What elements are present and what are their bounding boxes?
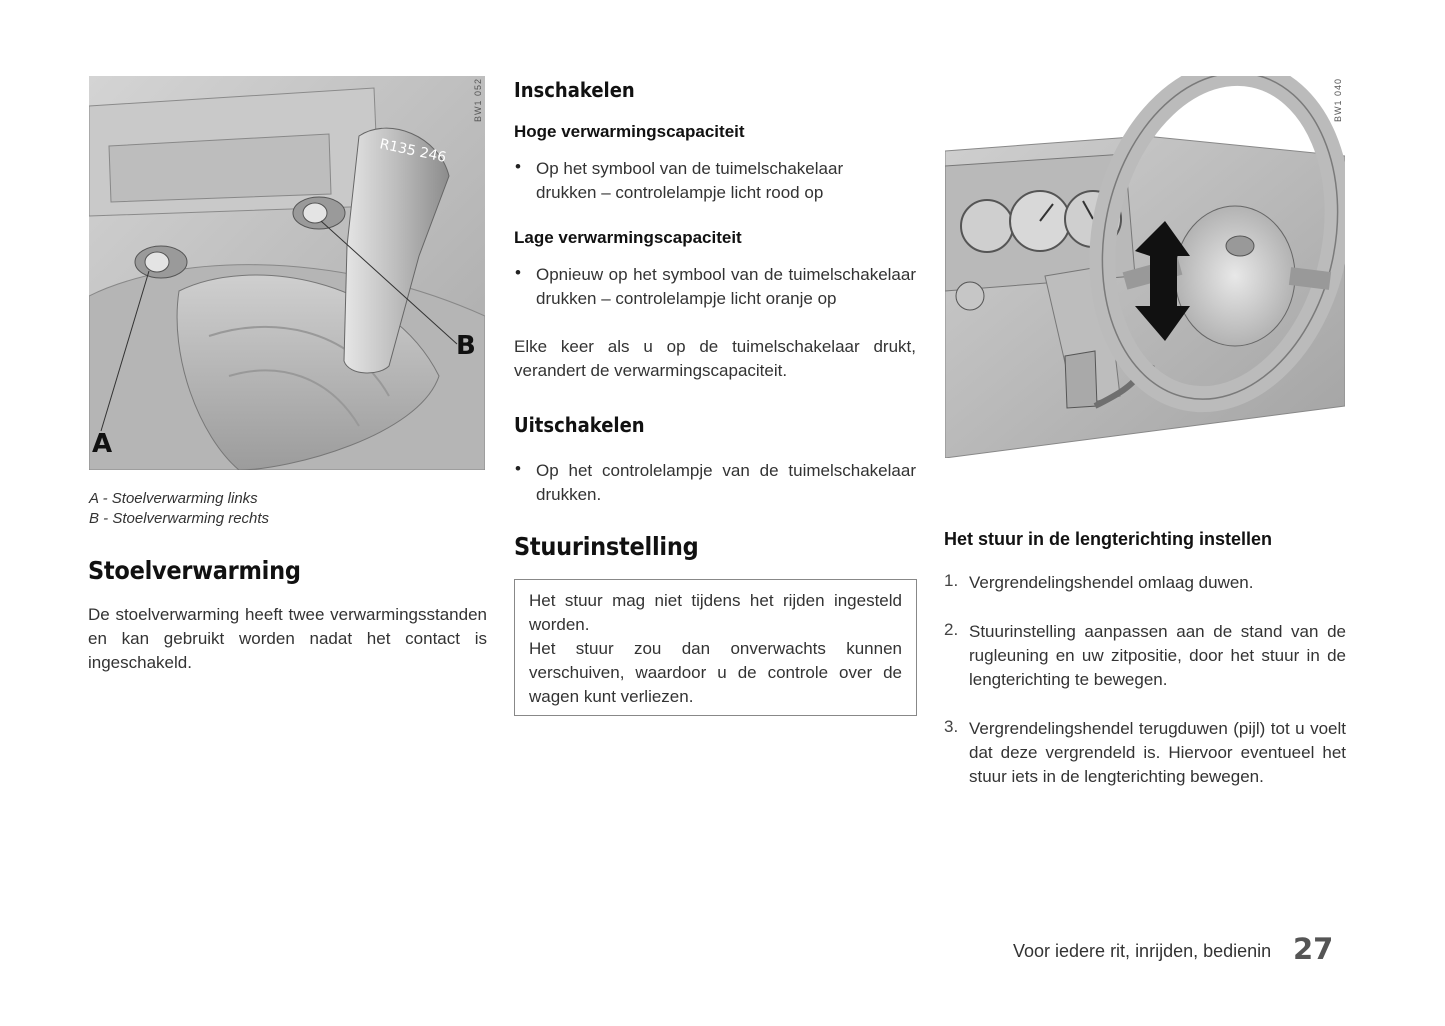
step-text: Vergrendelingshendel omlaag duwen. xyxy=(969,573,1254,592)
warning-text: Het stuur mag niet tijdens het rijden ingesteld worden. Het stuur zou dan onverwachts kunnen verschuiven, waardoor u de controle over de wagen kunt verliezen. xyxy=(529,591,902,706)
section-title-stoelverwarming: Stoelverwarming xyxy=(88,556,301,585)
bullet-dot: • xyxy=(515,157,521,176)
figure-code-left: BW1 052 xyxy=(473,78,483,123)
warning-box xyxy=(514,579,917,716)
bullet-lage: Opnieuw op het symbool van de tuimelschakelaar drukken – controlelampje licht oranje op xyxy=(536,265,916,308)
step-text: Stuurinstelling aanpassen aan de stand van de rugleuning en uw zitpositie, door het stuur in de lengterichting te bewegen. xyxy=(969,622,1346,689)
step-number: 1. xyxy=(944,571,959,590)
figure-code-right: BW1 040 xyxy=(1333,78,1343,123)
section-title-stuurinstelling: Stuurinstelling xyxy=(514,532,699,561)
step-number: 2. xyxy=(944,620,959,639)
step-number: 3. xyxy=(944,717,959,736)
gear-shift-illustration xyxy=(89,76,485,470)
paragraph-stoelverwarming: De stoelverwarming heeft twee verwarmingsstanden en kan gebruikt worden nadat het contact is ingeschakeld. xyxy=(88,605,487,672)
heading-stuur-lengterichting: Het stuur in de lengterichting instellen xyxy=(944,529,1273,549)
callout-b: B xyxy=(456,331,476,361)
heading-uitschakelen: Uitschakelen xyxy=(514,413,645,437)
footer-chapter: Voor iedere rit, inrijden, bedienin xyxy=(1013,941,1272,961)
paragraph-elke-keer: Elke keer als u op de tuimelschakelaar drukt, verandert de verwarmingscapaciteit. xyxy=(514,337,916,380)
page-number: 27 xyxy=(1293,932,1334,966)
bullet-uitschakelen: Op het controlelampje van de tuimelschakelaar drukken. xyxy=(536,461,916,504)
bullet-dot: • xyxy=(515,263,521,282)
step-text: Vergrendelingshendel terugduwen (pijl) tot u voelt dat deze vergrendeld is. Hiervoor eventueel het stuur iets in de lengterichting bewegen. xyxy=(969,719,1346,786)
caption-a: A - Stoelverwarming links xyxy=(89,490,258,507)
heading-lage: Lage verwarmingscapaciteit xyxy=(514,228,742,247)
svg-text:R135 246: R135 246 xyxy=(378,136,448,166)
bullet-hoge: Op het symbool van de tuimelschakelaar drukken – controlelampje licht rood op xyxy=(536,159,844,202)
caption-b: B - Stoelverwarming rechts xyxy=(89,510,270,527)
callout-a: A xyxy=(92,429,113,459)
heading-inschakelen: Inschakelen xyxy=(514,78,635,102)
steering-wheel-illustration xyxy=(945,76,1345,458)
bullet-dot: • xyxy=(515,459,521,478)
heading-hoge: Hoge verwarmingscapaciteit xyxy=(514,122,745,141)
